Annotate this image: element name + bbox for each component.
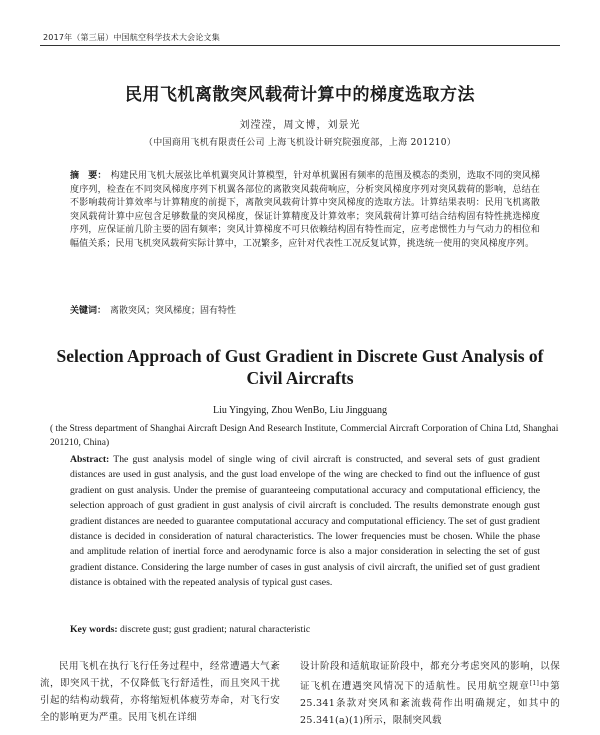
english-abstract-text: The gust analysis model of single wing of civil aircraft is constructed, and several sets of gust gradient distances are used in gust analysis, and the gust load envelope of the wing are checked to find out the influence of gust gradient on gust analysis. Under the premise of guaranteeing computational accuracy and computational efficiency, the selection approach of gust gradient in gust analysis of civil aircraft is concluded. The results demonstrate enough gust gradient distances are needed to guarantee computational accuracy and computational efficiency. The set of gust gradient distance is decided in consideration of natural characteristics. The lower frequencies must be chosen. While the phase and amplitude relation of inertial force and aerodynamic force is also a major consideration in selecting the set of gust gradient distance. Considering the large number of cases in gust analysis of civil aircraft, the unified set of gust gradient distance is obtained with the repeated analysis of typical gust cases. — [70, 454, 540, 589]
english-title: Selection Approach of Gust Gradient in Discrete Gust Analysis of Civil Aircrafts — [56, 346, 544, 388]
chinese-keywords — [70, 303, 540, 316]
english-authors: Liu Yingying, Zhou WenBo, Liu Jingguang — [213, 405, 387, 416]
header-rule — [40, 45, 560, 46]
chinese-affiliation: （中国商用飞机有限责任公司 上海飞机设计研究院强度部，上海 201210） — [143, 138, 457, 148]
english-keywords-label: Key words: — [70, 624, 118, 635]
english-keywords — [70, 624, 540, 635]
citation-ref: [1] — [529, 680, 540, 687]
english-affiliation: ( the Stress department of Shanghai Aircraft Design And Research Institute, Commercial Aircraft Corporation of China Ltd, Shanghai 201210, China) — [50, 424, 559, 448]
body-right-text-post: 中第25.341条款对突风和紊流载荷作出明确规定，如其中的25.341(a)(1)所示，限制突风载 — [300, 681, 560, 727]
english-keywords-text: discrete gust; gust gradient; natural characteristic — [120, 624, 311, 635]
english-abstract-label: Abstract: — [70, 454, 110, 465]
body-left-column: 民用飞机在执行飞行任务过程中，经常遭遇大气紊流，即突风干扰，不仅降低飞行舒适性，而且突风干扰引起的结构动载荷，亦将缩短机体疲劳寿命，对飞行安全的影响更为严重。民用飞机在详细 — [40, 661, 280, 723]
chinese-keywords-label: 关键词： — [70, 306, 107, 316]
chinese-title: 民用飞机离散突风载荷计算中的梯度选取方法 — [125, 85, 475, 105]
body-right-column — [300, 658, 560, 729]
chinese-keywords-text: 离散突风；突风梯度；固有特性 — [110, 306, 237, 316]
chinese-abstract-text: 构建民用飞机大展弦比单机翼突风计算模型，针对单机翼困有频率的范围及模态的类别，选取不同的突风梯度序列，检查在不同突风梯度序列下机翼各部位的离散突风载荷响应，分析突风梯度序列对突风载荷的影响，总结在不影响载荷计算效率与计算精度的前提下，离散突风载荷计算中突风梯度的选取方法。计算结果表明：民用飞机离散突风载荷计算中应包含足够数量的突风梯度，保证计算精度及计算效率；突风载荷计算可结合结构固有特性挑选梯度序列，应保证前几阶主要的固有频率；突风计算梯度不可只依赖结构固有特性而定，应考虑惯性力与气动力的相位和幅值关系；民用飞机突风载荷实际计算中，工况繁多，应针对代表性工况反复试算，挑选统一使用的突风梯度序列。 — [70, 171, 541, 249]
body-right-text-pre: 设计阶段和适航取证阶段中，都充分考虑突风的影响，以保证飞机在遭遇突风情况下的适航性。民用航空规章 — [300, 661, 560, 693]
running-header: 2017年（第三届）中国航空科学技术大会论文集 — [43, 33, 220, 42]
chinese-authors: 刘滢滢，周文博，刘景光 — [239, 120, 361, 131]
chinese-abstract — [70, 170, 540, 252]
chinese-abstract-label: 摘 要： — [70, 171, 107, 181]
english-abstract — [70, 452, 540, 591]
